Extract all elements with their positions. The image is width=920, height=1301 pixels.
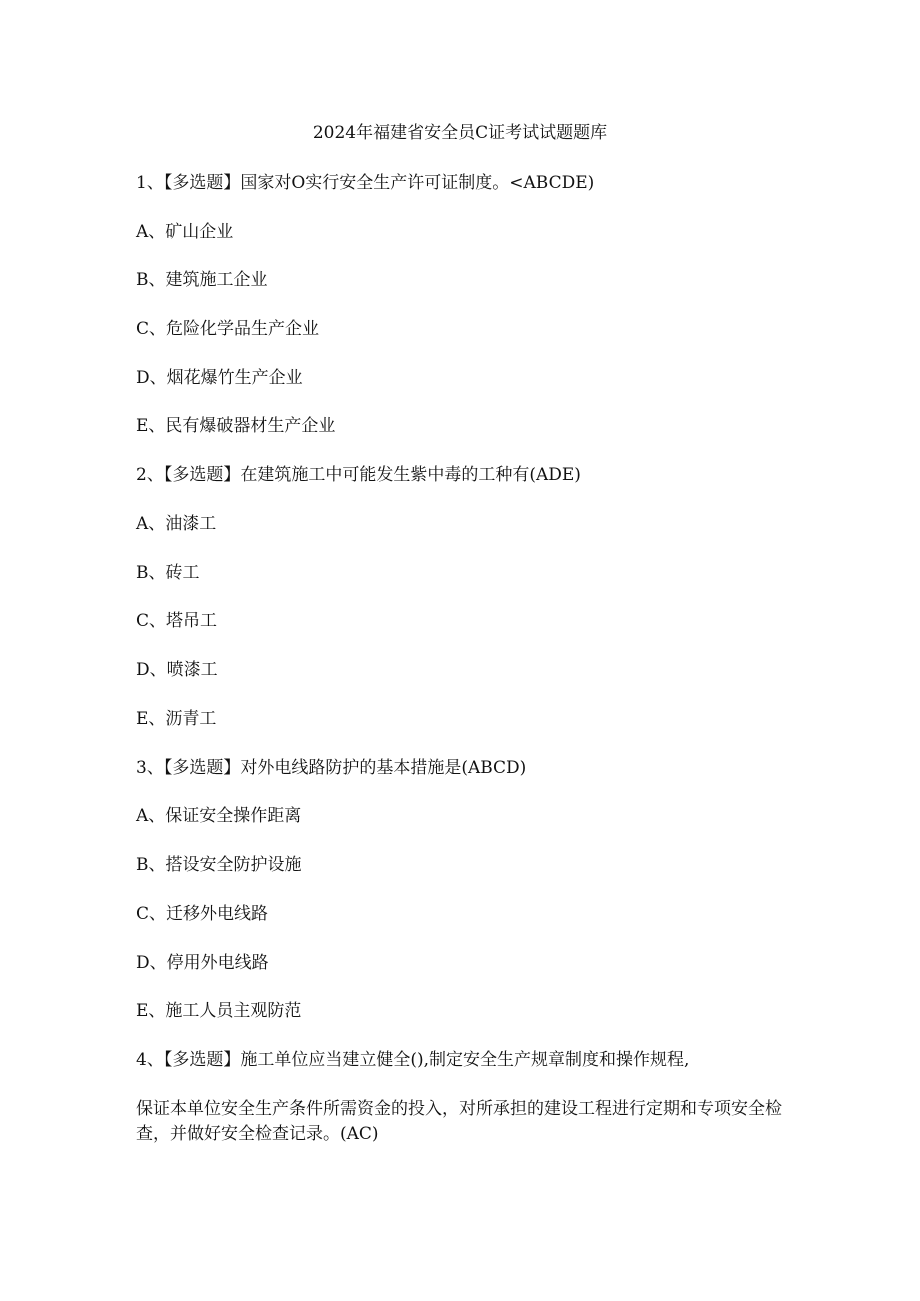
question-3-option-a: A、保证安全操作距离 xyxy=(136,806,302,826)
question-2-stem: 2、【多选题】在建筑施工中可能发生紫中毒的工种有(ADE) xyxy=(136,465,581,485)
question-2-option-e: E、沥青工 xyxy=(136,709,217,729)
question-4-stem: 4、【多选题】施工单位应当建立健全(),制定安全生产规章制度和操作规程, xyxy=(136,1050,690,1070)
question-1-option-b: B、建筑施工企业 xyxy=(136,270,268,290)
question-4-continuation: 保证本单位安全生产条件所需资金的投入，对所承担的建设工程进行定期和专项安全检查，并做好安全检查记录。(AC) xyxy=(136,1099,782,1144)
question-1-option-d: D、烟花爆竹生产企业 xyxy=(136,368,303,388)
question-3-option-b: B、搭设安全防护设施 xyxy=(136,855,302,875)
question-3-option-e: E、施工人员主观防范 xyxy=(136,1001,302,1021)
question-1-stem: 1、【多选题】国家对O实行安全生产许可证制度。<ABCDE) xyxy=(136,173,595,193)
question-1-option-e: E、民有爆破器材生产企业 xyxy=(136,416,336,436)
question-2-option-c: C、塔吊工 xyxy=(136,611,218,631)
question-3-stem: 3、【多选题】对外电线路防护的基本措施是(ABCD) xyxy=(136,758,527,778)
question-1-option-c: C、危险化学品生产企业 xyxy=(136,319,320,339)
question-1-option-a: A、矿山企业 xyxy=(136,222,234,242)
document-title: 2024年福建省安全员C证考试试题题库 xyxy=(312,123,608,143)
question-3-option-c: C、迁移外电线路 xyxy=(136,904,269,924)
question-2-option-d: D、喷漆工 xyxy=(136,660,218,680)
question-2-option-a: A、油漆工 xyxy=(136,514,217,534)
question-2-option-b: B、砖工 xyxy=(136,563,200,583)
question-3-option-d: D、停用外电线路 xyxy=(136,953,269,973)
